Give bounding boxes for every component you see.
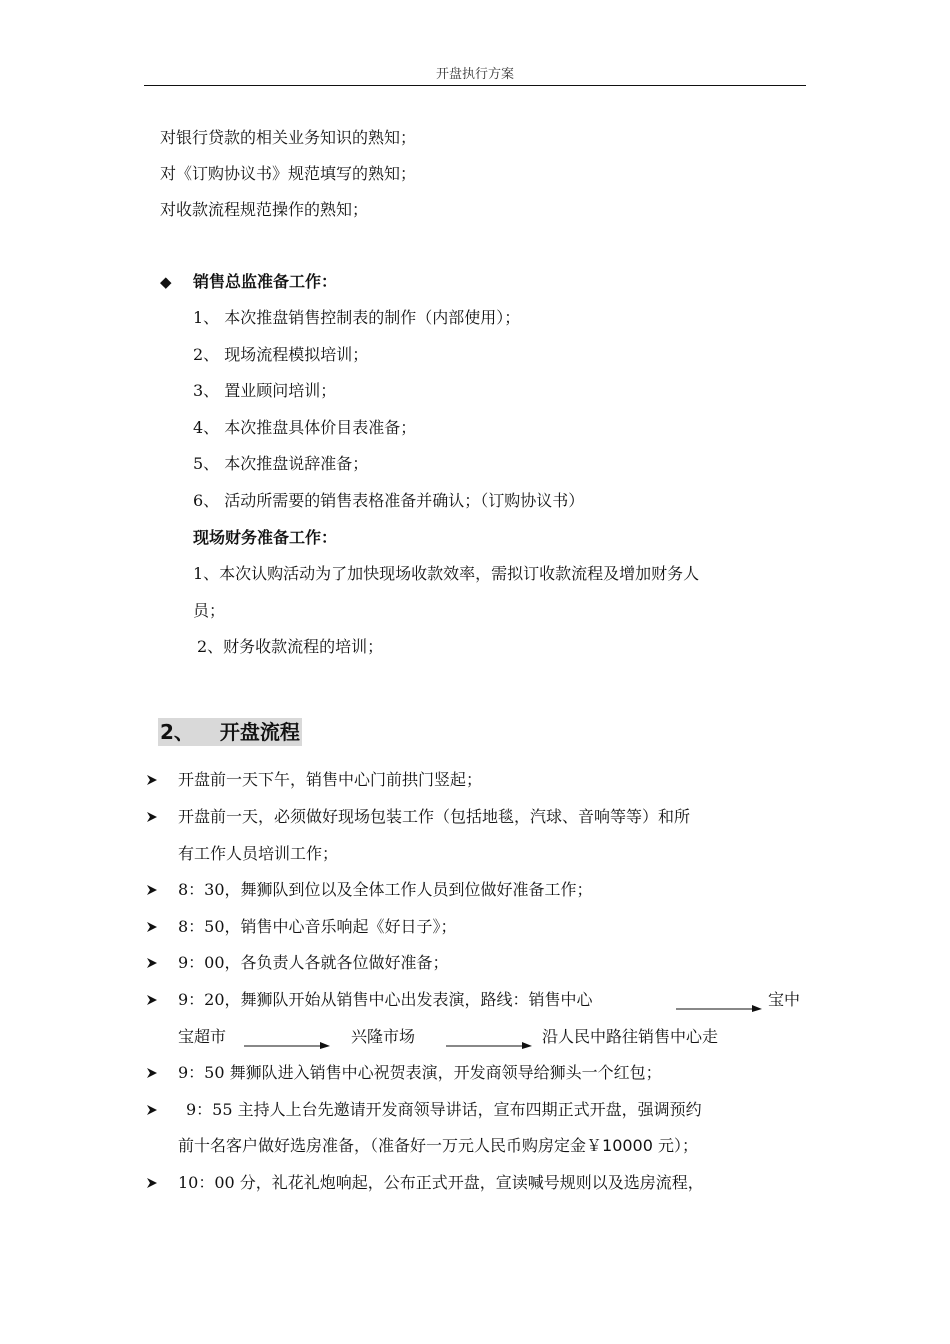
sales-director-item-1: 1、 本次推盘销售控制表的制作（内部使用）；: [193, 308, 521, 327]
finance-item-1-line-2: 员；: [193, 601, 226, 620]
route-arrow-icon: [446, 1037, 532, 1049]
finance-item-2: 2、财务收款流程的培训；: [197, 637, 384, 656]
arrow-head-bullet-icon: [145, 1172, 159, 1194]
header-divider: [144, 85, 806, 86]
arrow-head-bullet-icon: [145, 806, 159, 828]
process-step-6-route-stop-1: 宝中: [768, 990, 801, 1009]
sales-director-item-4: 4、 本次推盘具体价目表准备；: [193, 418, 417, 437]
arrow-head-bullet-icon: [145, 1099, 159, 1121]
arrow-head-bullet-icon: [145, 952, 159, 974]
process-step-8-line-2-b: 准备好一万元人民币购房定金￥10000 元）；: [378, 1136, 699, 1155]
process-step-3: 8：30，舞狮队到位以及全体工作人员到位做好准备工作；: [178, 880, 593, 899]
intro-line-2: 对《订购协议书》规范填写的熟知；: [160, 164, 417, 183]
sales-director-item-5: 5、 本次推盘说辞准备；: [193, 454, 369, 473]
section-2-number: 2、: [160, 720, 194, 744]
process-step-7: 9：50 舞狮队进入销售中心祝贺表演，开发商领导给狮头一个红包；: [178, 1063, 662, 1082]
arrow-head-bullet-icon: [145, 769, 159, 791]
finance-heading: 现场财务准备工作：: [193, 528, 338, 547]
intro-line-1: 对银行贷款的相关业务知识的熟知；: [160, 128, 417, 147]
process-step-5: 9：00，各负责人各就各位做好准备；: [178, 953, 449, 972]
route-arrow-icon: [244, 1037, 330, 1049]
process-step-2-line-1: 开盘前一天，必须做好现场包装工作（包括地毯，汽球、音响等等）和所: [178, 807, 691, 826]
arrow-head-bullet-icon: [145, 1062, 159, 1084]
sales-director-item-2: 2、 现场流程模拟培训；: [193, 345, 369, 364]
section-2-title-text: 开盘流程: [219, 720, 300, 744]
process-step-8-line-2: [178, 1135, 698, 1157]
intro-line-3: 对收款流程规范操作的熟知；: [160, 200, 369, 219]
route-arrow-icon: [676, 1000, 762, 1012]
process-step-6-route-stop-1b: 宝超市: [178, 1027, 227, 1046]
diamond-bullet-icon: ◆: [160, 273, 172, 291]
arrow-head-bullet-icon: [145, 916, 159, 938]
sales-director-item-6: 6、 活动所需要的销售表格准备并确认；（订购协议书）: [193, 491, 585, 510]
process-step-6-line-1: 9：20，舞狮队开始从销售中心出发表演，路线：销售中心: [178, 990, 593, 1009]
process-step-1: 开盘前一天下午，销售中心门前拱门竖起；: [178, 770, 483, 789]
arrow-head-bullet-icon: [145, 879, 159, 901]
process-step-6-route-stop-2: 兴隆市场: [351, 1027, 416, 1046]
process-step-6-route-stop-3: 沿人民中路往销售中心走: [542, 1027, 719, 1046]
process-step-9: 10：00 分，礼花礼炮响起，公布正式开盘，宣读喊号规则以及选房流程，: [178, 1173, 704, 1192]
arrow-head-bullet-icon: [145, 989, 159, 1011]
sales-director-heading: 销售总监准备工作：: [193, 272, 338, 291]
process-step-4: 8：50，销售中心音乐响起《好日子》；: [178, 917, 457, 936]
page-header-title: 开盘执行方案: [435, 67, 514, 82]
finance-item-1-line-1: 1、本次认购活动为了加快现场收款效率，需拟订收款流程及增加财务人: [193, 564, 700, 583]
section-2-title: [158, 718, 302, 746]
process-step-8-line-1: 9：55 主持人上台先邀请开发商领导讲话，宣布四期正式开盘，强调预约: [186, 1100, 702, 1119]
sales-director-item-3: 3、 置业顾问培训；: [193, 381, 337, 400]
process-step-2-line-2: 有工作人员培训工作；: [178, 844, 339, 863]
process-step-8-line-2-a: 前十名客户做好选房准备，（: [178, 1136, 379, 1155]
